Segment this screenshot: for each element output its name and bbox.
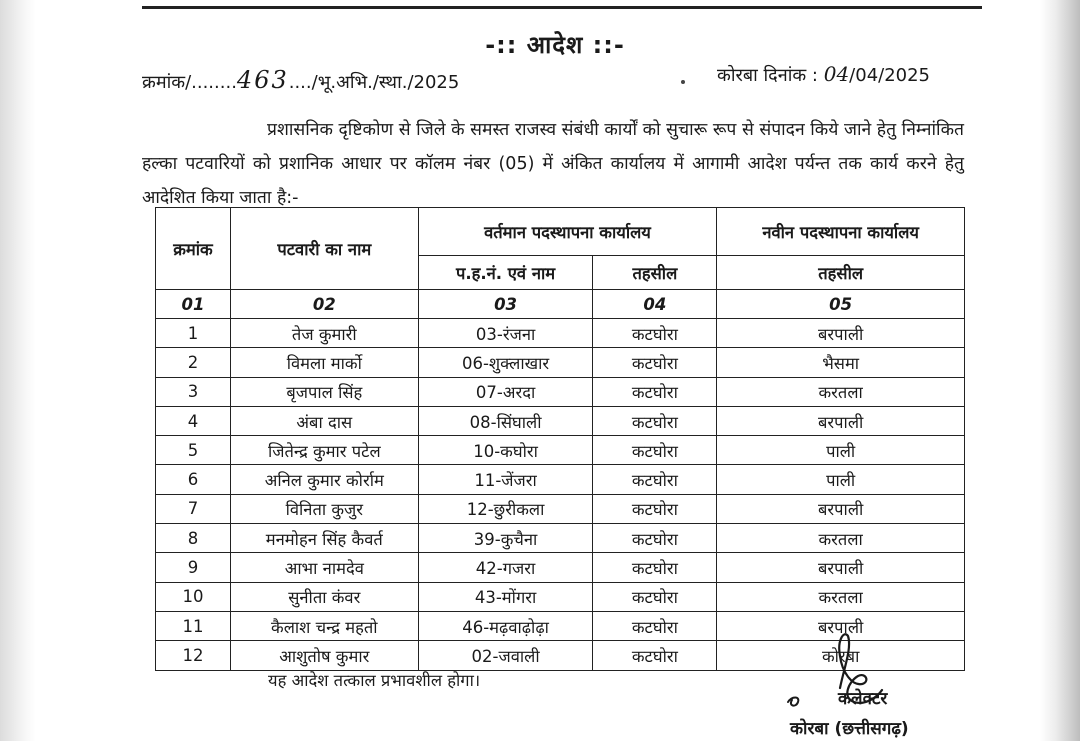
cell-name: विनिता कुजुर [230,494,418,523]
column-number: 02 [230,290,418,319]
table-row [156,494,965,523]
cell-halka: 11-जेंजरा [418,465,593,494]
table-header-row [156,208,965,256]
cell-name: अंबा दास [230,406,418,435]
cell-new-tehsil: बरपाली [717,553,965,582]
cell-new-tehsil: करतला [717,582,965,611]
page-edge-shadow-left [0,0,36,741]
cell-name: जितेन्द्र कुमार पटेल [230,436,418,465]
cell-tehsil: कटघोरा [593,494,717,523]
cell-tehsil: कटघोरा [593,319,717,348]
cell-tehsil: कटघोरा [593,348,717,377]
transfer-table [155,207,965,671]
cell-tehsil: कटघोरा [593,582,717,611]
header-current-office: वर्तमान पदस्थापना कार्यालय [418,208,717,256]
dot-mark [681,80,685,84]
cell-tehsil: कटघोरा [593,553,717,582]
cell-new-tehsil: पाली [717,465,965,494]
cell-serial: 8 [156,524,231,553]
header-new-office: नवीन पदस्थापना कार्यालय [717,208,965,256]
cell-new-tehsil: करतला [717,524,965,553]
order-title: -:: आदेश ::- [485,31,625,59]
ref-prefix: क्रमांक/ [142,72,192,93]
cell-halka: 08-सिंघाली [418,406,593,435]
cell-tehsil: कटघोरा [593,436,717,465]
cell-serial: 4 [156,406,231,435]
header-serial: क्रमांक [156,208,231,290]
cell-new-tehsil: कोरबा [717,641,965,670]
column-number: 04 [593,290,717,319]
cell-tehsil: कटघोरा [593,611,717,640]
date-line [717,62,930,87]
cell-new-tehsil: पाली [717,436,965,465]
cell-halka: 02-जवाली [418,641,593,670]
cell-new-tehsil: करतला [717,377,965,406]
cell-halka: 46-मढ़वाढ़ोढ़ा [418,611,593,640]
cell-name: सुनीता कंवर [230,582,418,611]
cell-name: बृजपाल सिंह [230,377,418,406]
cell-halka: 07-अरदा [418,377,593,406]
cell-tehsil: कटघोरा [593,465,717,494]
table-row [156,348,965,377]
cell-name: आशुतोष कुमार [230,641,418,670]
top-rule [142,6,982,9]
cell-halka: 03-रंजना [418,319,593,348]
header-tehsil-new: तहसील [717,256,965,290]
table-row [156,377,965,406]
ref-suffix: /भू.अभि./स्था./2025 [311,72,460,93]
cell-tehsil: कटघोरा [593,406,717,435]
signatory-title: कलेक्टर [838,689,888,709]
cell-serial: 2 [156,348,231,377]
cell-halka: 10-कघोरा [418,436,593,465]
date-label: कोरबा दिनांक : [717,65,824,86]
cell-serial: 1 [156,319,231,348]
table-row [156,553,965,582]
page-edge-shadow-right [1040,0,1080,741]
cell-serial: 11 [156,611,231,640]
date-day: 04 [823,62,850,86]
cell-tehsil: कटघोरा [593,641,717,670]
cell-name: मनमोहन सिंह कैवर्त [230,524,418,553]
date-rest: /04/2025 [849,65,931,86]
cell-name: विमला मार्को [230,348,418,377]
cell-serial: 10 [156,582,231,611]
cell-serial: 3 [156,377,231,406]
header-halka: प.ह.नं. एवं नाम [418,256,593,290]
cell-halka: 42-गजरा [418,553,593,582]
header-tehsil-current: तहसील [593,256,717,290]
cell-name: आभा नामदेव [230,553,418,582]
column-number: 01 [156,290,231,319]
cell-halka: 12-छुरीकला [418,494,593,523]
column-number-row [156,290,965,319]
cell-tehsil: कटघोरा [593,524,717,553]
cell-serial: 9 [156,553,231,582]
table-row [156,465,965,494]
effective-note: यह आदेश तत्काल प्रभावशील होगा। [268,671,481,690]
cell-halka: 43-मोंगरा [418,582,593,611]
cell-serial: 12 [156,641,231,670]
cell-new-tehsil: बरपाली [717,494,965,523]
cell-serial: 7 [156,494,231,523]
cell-name: कैलाश चन्द्र महतो [230,611,418,640]
column-number: 03 [418,290,593,319]
cell-tehsil: कटघोरा [593,377,717,406]
order-paragraph: प्रशासनिक दृष्टिकोण से जिले के समस्त राजस्व संबंधी कार्यों को सुचारू रूप से संपादन किये जाने हेतु निम्नांकित हल्का पटवारियों को प्रशानिक आधार पर कॉलम नंबर (05) में अंकित कार्यालय में आगामी आदेश पर्यन्त तक कार्य करने हेतु आदेशित किया जाता है:- [142,120,964,208]
table-row [156,406,965,435]
cell-name: तेज कुमारी [230,319,418,348]
column-number: 05 [717,290,965,319]
cell-new-tehsil: भैसमा [717,348,965,377]
signatory-place: कोरबा (छत्तीसगढ़) [790,719,909,739]
cell-halka: 39-कुचैना [418,524,593,553]
cell-serial: 5 [156,436,231,465]
reference-number-line: क्रमांक/........463..../भू.अभि./स्था./2025 [142,66,460,94]
cell-serial: 6 [156,465,231,494]
cell-new-tehsil: बरपाली [717,406,965,435]
table-row [156,436,965,465]
cell-name: अनिल कुमार कोर्राम [230,465,418,494]
ref-number: 463 [236,66,289,94]
table-row [156,319,965,348]
cell-halka: 06-शुक्लाखार [418,348,593,377]
cell-new-tehsil: बरपाली [717,319,965,348]
header-name: पटवारी का नाम [230,208,418,290]
table-row [156,524,965,553]
table-row [156,582,965,611]
signature-block [780,686,950,741]
cell-new-tehsil: बरपाली [717,611,965,640]
